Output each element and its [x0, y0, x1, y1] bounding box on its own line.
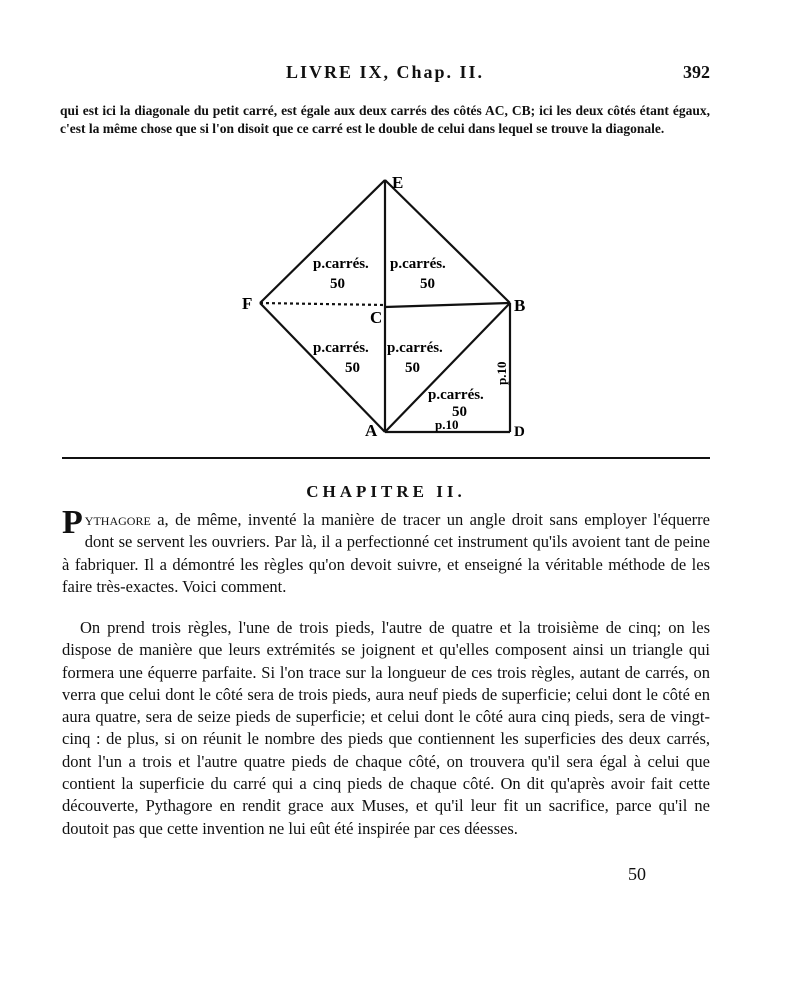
point-d: D: [514, 424, 525, 440]
region-value: 50: [330, 276, 345, 292]
region-label: p.carrés.: [428, 387, 484, 403]
drop-cap: P: [62, 504, 83, 541]
region-value: 50: [420, 276, 435, 292]
line-fa: [260, 303, 385, 432]
page-number: 392: [683, 62, 710, 82]
point-c: C: [370, 308, 383, 327]
point-f: F: [242, 294, 253, 313]
line-cb: [385, 303, 510, 307]
paragraph-1-text: a, de même, inventé la manière de tracer un angle droit sans employer l'équerre dont se servent les ouvriers. Par là, il a perfectionné cet instrument qu'ils avoient tant de peine à fabriquer. Il a démontré les règles qu'on devoit suivre, et enseigné la véritable méthode de les faire très-exactes. Voici comment.: [62, 510, 710, 596]
region-value: 50: [345, 360, 360, 376]
side-bd-label: p.10: [494, 361, 509, 385]
chapter-title: CHAPITRE II.: [306, 482, 466, 501]
side-ad-label: p.10: [435, 417, 459, 432]
line-eb: [385, 180, 510, 303]
point-e: E: [392, 173, 404, 192]
section-divider: [62, 457, 710, 459]
region-label: p.carrés.: [390, 256, 446, 272]
region-label: p.carrés.: [313, 340, 369, 356]
point-a: A: [365, 421, 378, 440]
region-value: 50: [405, 360, 420, 376]
line-ba: [385, 303, 510, 432]
line-ef: [260, 180, 385, 303]
intro-paragraph: qui est ici la diagonale du petit carré, est égale aux deux carrés des côtés AC, CB; ici les deux côtés étant égaux, c'est la même chose que si l'on disoit que ce carré est le double de celui dans lequel se trouve la diagonale.: [60, 103, 710, 136]
region-label: p.carrés.: [313, 256, 369, 272]
chapter-paragraph-1: [62, 504, 710, 598]
running-head: LIVRE IX, Chap. II.: [285, 62, 485, 82]
signature-mark: 50: [628, 864, 646, 884]
page-header: [60, 62, 710, 90]
geometric-figure: [230, 170, 530, 440]
line-fc-dotted: [260, 303, 385, 305]
point-b: B: [514, 296, 526, 315]
chapter-paragraph-2: On prend trois règles, l'une de trois pieds, l'autre de quatre et la troisième de cinq; on les dispose de manière que leurs extrémités se joignent et qu'elles composent ainsi un triangle qui formera une équerre parfaite. Si l'on trace sur la longueur de ces trois règles, autant de carrés, on verra que celui dont le côté sera de trois pieds, aura neuf pieds de superficie; celui dont le côté en aura quatre, sera de seize pieds de superficie; et celui dont le côté aura cinq pieds, sera de vingt-cinq : de plus, si on réunit le nombre des pieds que contiennent les superficies des deux carrés, dont l'un a trois et l'autre quatre pieds de chaque côté, on trouvera qu'il sera égal à celui que contient la superficie du carré qui a cinq pieds de chaque côté. On dit qu'après avoir fait cette découverte, Pythagore en rendit grace aux Muses, et qu'il leur fit un sacrifice, parce qu'il ne doutoit pas que cette invention ne lui eût été inspirée par ces déesses.: [62, 618, 710, 838]
region-label: p.carrés.: [387, 340, 443, 356]
first-word: ythagore: [84, 510, 151, 529]
region-value: 50: [452, 404, 467, 420]
